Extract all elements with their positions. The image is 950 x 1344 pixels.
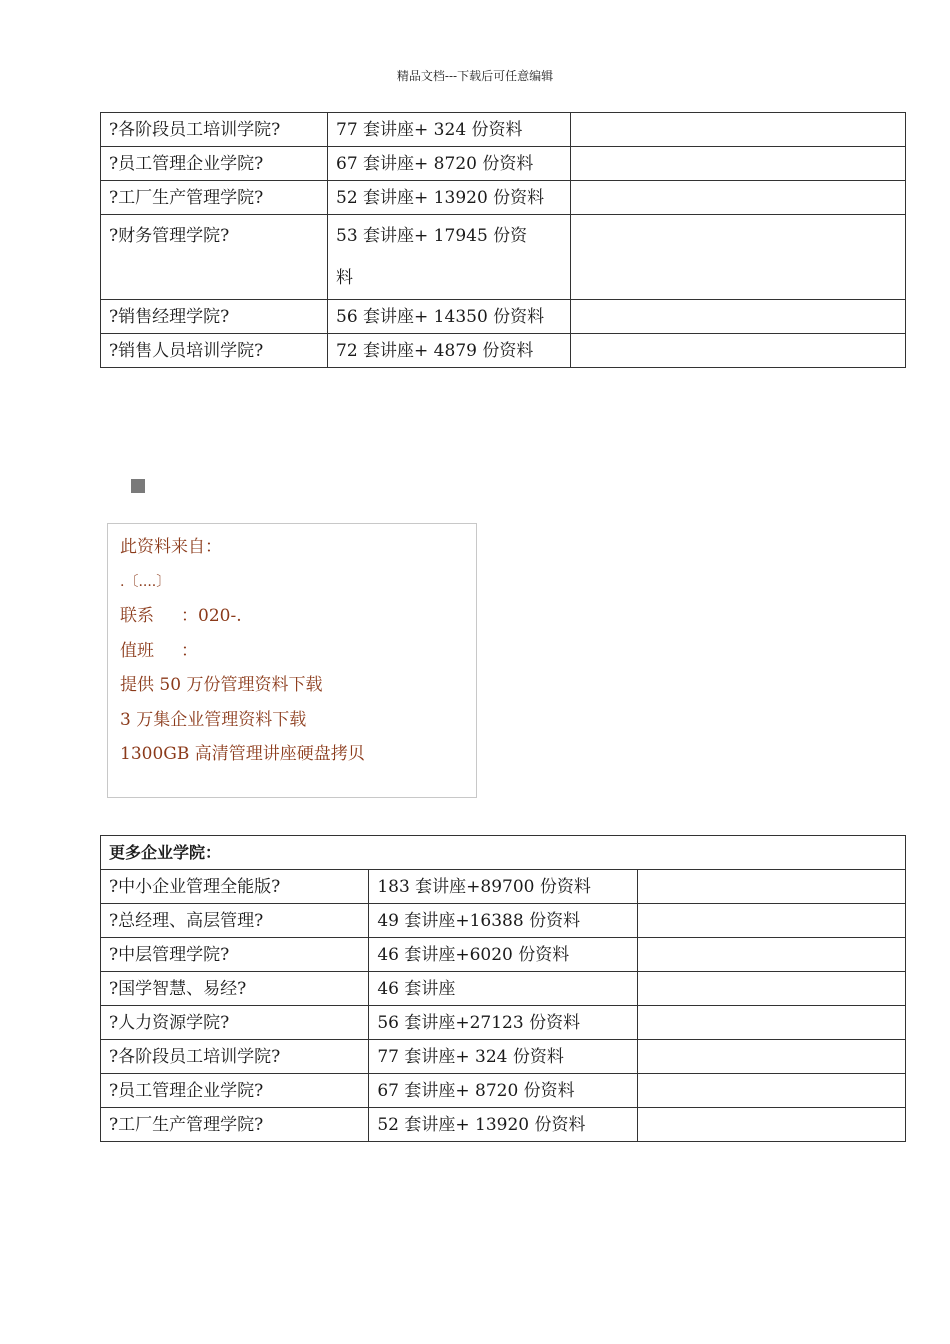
- offer-line-1: 提供 50 万份管理资料下载: [120, 675, 323, 695]
- table-cell: [571, 181, 906, 215]
- table-cell: ?销售经理学院?: [101, 300, 328, 334]
- table-cell: ?员工管理企业学院?: [101, 1074, 369, 1108]
- table-row: [101, 334, 906, 368]
- table-cell: 183 套讲座+89700 份资料: [369, 870, 637, 904]
- table-cell: [637, 938, 905, 972]
- table-cell: [637, 972, 905, 1006]
- table-cell: 72 套讲座+ 4879 份资料: [328, 334, 571, 368]
- table-cell: ?人力资源学院?: [101, 1006, 369, 1040]
- table-cell: 77 套讲座+ 324 份资料: [328, 113, 571, 147]
- table-row: [101, 1006, 906, 1040]
- table-cell: ?中小企业管理全能版?: [101, 870, 369, 904]
- cell-text: 53 套讲座+ 17945 份资: [336, 226, 528, 246]
- table-cell: [571, 113, 906, 147]
- table-cell: [571, 147, 906, 181]
- table-cell: ?国学智慧、易经?: [101, 972, 369, 1006]
- academy-table-top: [100, 112, 906, 368]
- table-cell: 46 套讲座: [369, 972, 637, 1006]
- source-title: 此资料来自：: [120, 537, 222, 557]
- table-row: [101, 904, 906, 938]
- table-cell: ?各阶段员工培训学院?: [101, 113, 328, 147]
- table-cell: ?工厂生产管理学院?: [101, 1108, 369, 1142]
- table-heading: 更多企业学院：: [101, 836, 906, 870]
- table-cell: [637, 1074, 905, 1108]
- table-cell: [637, 870, 905, 904]
- table-cell: [571, 300, 906, 334]
- table-cell: 52 套讲座+ 13920 份资料: [328, 181, 571, 215]
- table-cell: 67 套讲座+ 8720 份资料: [328, 147, 571, 181]
- duty-line: 值班 ：: [120, 640, 199, 661]
- table-cell: 67 套讲座+ 8720 份资料: [369, 1074, 637, 1108]
- table-row: [101, 938, 906, 972]
- table-cell: ?工厂生产管理学院?: [101, 181, 328, 215]
- table-row: [101, 1108, 906, 1142]
- table-cell: [637, 1108, 905, 1142]
- table-cell: 52 套讲座+ 13920 份资料: [369, 1108, 637, 1142]
- table-cell-multiline: [328, 215, 571, 300]
- table-cell: ?员工管理企业学院?: [101, 147, 328, 181]
- table-cell: [637, 1040, 905, 1074]
- table-cell: 56 套讲座+ 14350 份资料: [328, 300, 571, 334]
- contact-line: 联系 ：020-.: [120, 606, 242, 626]
- table-cell: ?中层管理学院?: [101, 938, 369, 972]
- offer-line-3: 1300GB 高清管理讲座硬盘拷贝: [120, 744, 365, 764]
- table-row: [101, 300, 906, 334]
- source-info-box: [107, 523, 477, 798]
- table-cell: ?总经理、高层管理?: [101, 904, 369, 938]
- table-row: [101, 1074, 906, 1108]
- table-cell: [637, 1006, 905, 1040]
- table-cell: [637, 904, 905, 938]
- table-cell: ?销售人员培训学院?: [101, 334, 328, 368]
- cell-text-continuation: 料: [336, 268, 353, 288]
- source-link[interactable]: .〔....〕: [120, 573, 171, 590]
- table-heading-row: [101, 836, 906, 870]
- table-row: [101, 147, 906, 181]
- table-cell: [571, 215, 906, 300]
- table-row: [101, 870, 906, 904]
- academy-table-bottom: [100, 835, 906, 1142]
- page-header: 精品文档---下载后可任意编辑: [396, 69, 554, 83]
- table-row: [101, 181, 906, 215]
- table-cell: 56 套讲座+27123 份资料: [369, 1006, 637, 1040]
- table-cell: 77 套讲座+ 324 份资料: [369, 1040, 637, 1074]
- table-cell: 46 套讲座+6020 份资料: [369, 938, 637, 972]
- table-cell: 49 套讲座+16388 份资料: [369, 904, 637, 938]
- table-row: [101, 113, 906, 147]
- table-cell: ?各阶段员工培训学院?: [101, 1040, 369, 1074]
- square-bullet-icon: [131, 479, 145, 493]
- table-row: [101, 1040, 906, 1074]
- table-row: [101, 972, 906, 1006]
- table-cell: ?财务管理学院?: [101, 215, 328, 300]
- table-cell: [571, 334, 906, 368]
- offer-line-2: 3 万集企业管理资料下载: [120, 709, 307, 730]
- table-row: [101, 215, 906, 300]
